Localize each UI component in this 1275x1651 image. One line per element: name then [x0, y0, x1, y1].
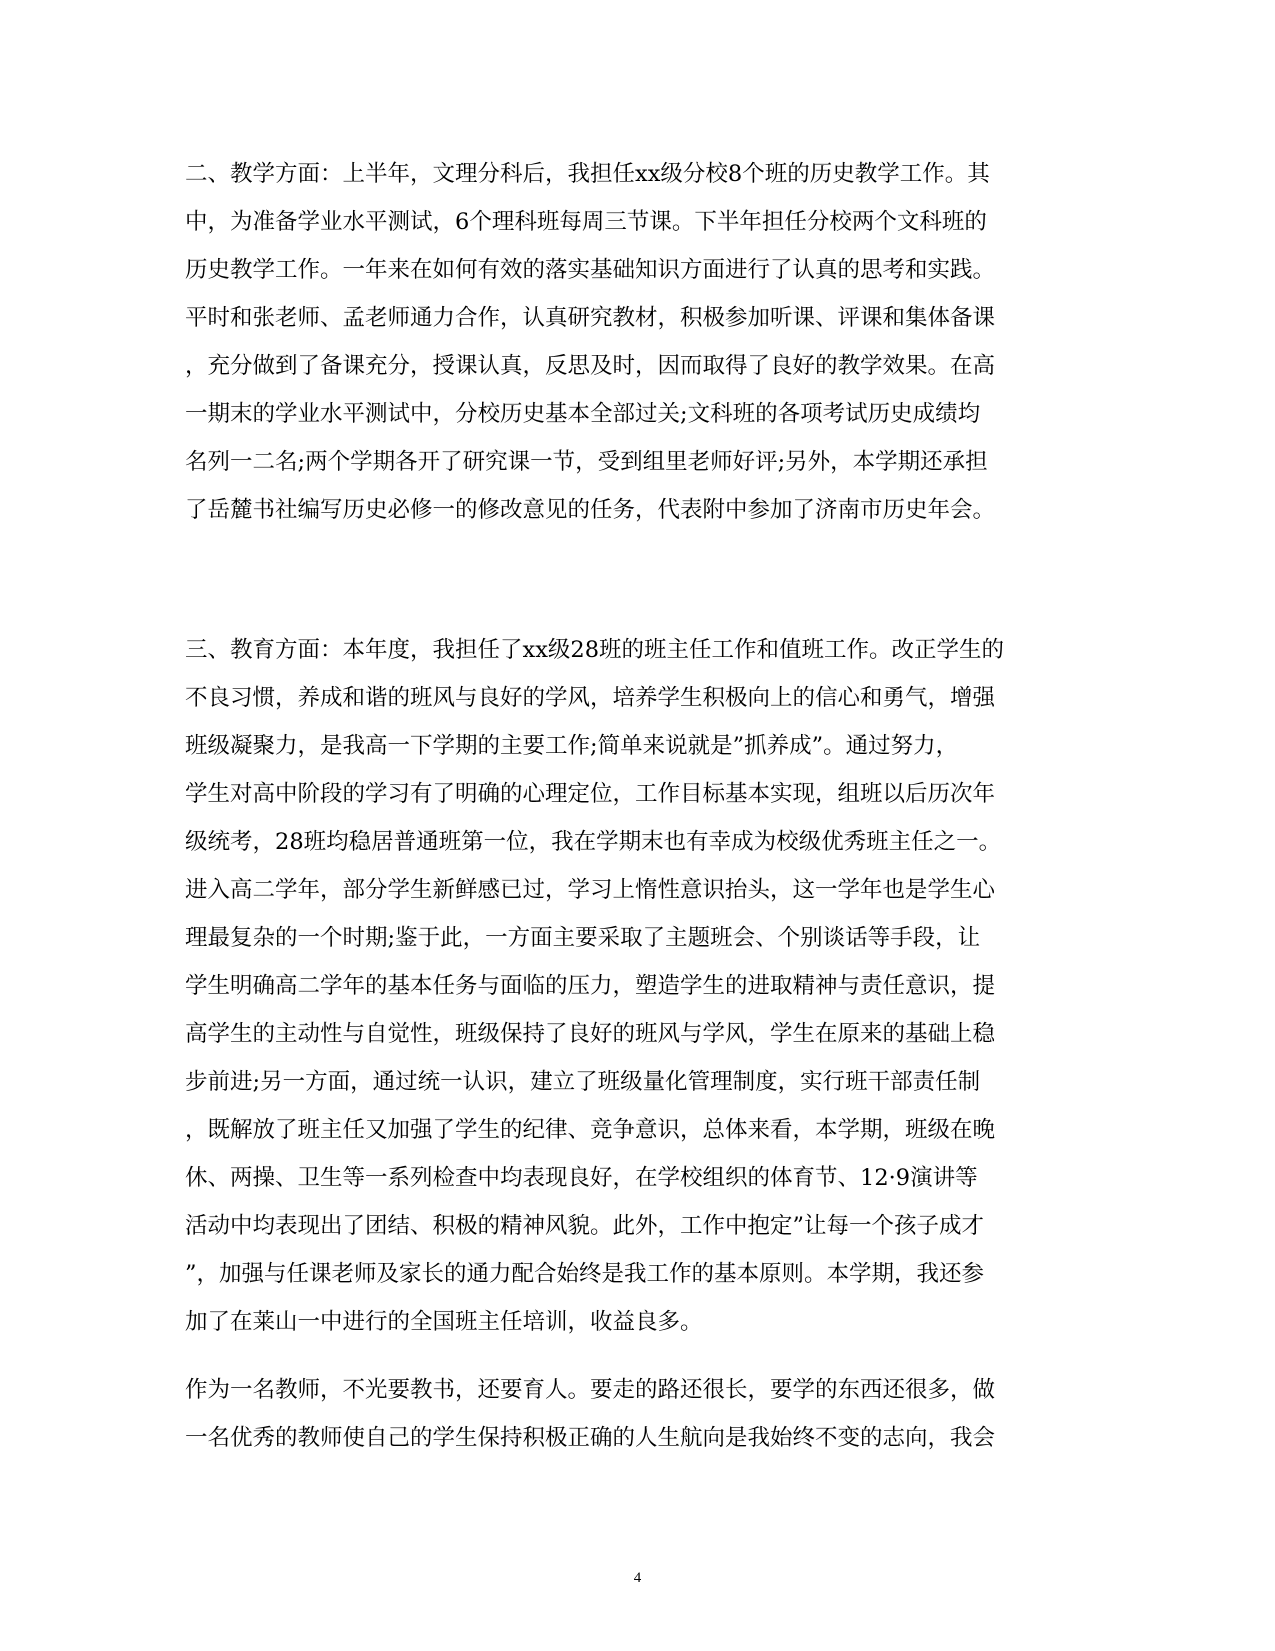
text-line: ，既解放了班主任又加强了学生的纪律、竞争意识，总体来看，本学期，班级在晚	[185, 1117, 996, 1143]
text-line: ，充分做到了备课充分，授课认真，反思及时，因而取得了良好的教学效果。在高	[185, 353, 996, 379]
text-line: ”，加强与任课老师及家长的通力配合始终是我工作的基本原则。本学期，我还参	[185, 1261, 985, 1287]
paragraph-teaching	[185, 150, 1090, 534]
text-line: 一名优秀的教师使自己的学生保持积极正确的人生航向是我始终不变的志向，我会	[185, 1425, 996, 1451]
text-line: 作为一名教师，不光要教书，还要育人。要走的路还很长，要学的东西还很多，做	[185, 1377, 996, 1403]
text-line: 活动中均表现出了团结、积极的精神风貌。此外，工作中抱定”让每一个孩子成才	[185, 1213, 985, 1239]
text-line: 了岳麓书社编写历史必修一的修改意见的任务，代表附中参加了济南市历史年会。	[185, 497, 996, 523]
text-line: 加了在莱山一中进行的全国班主任培训，收益良多。	[185, 1309, 703, 1335]
text-line: 一期末的学业水平测试中，分校历史基本全部过关;文科班的各项考试历史成绩均	[185, 401, 981, 427]
paragraph-education	[185, 626, 1090, 1346]
page-number: 4	[633, 1570, 642, 1586]
text-line: 学生对高中阶段的学习有了明确的心理定位，工作目标基本实现，组班以后历次年	[185, 781, 996, 807]
text-line: 理最复杂的一个时期;鉴于此，一方面主要采取了主题班会、个别谈话等手段，让	[185, 925, 981, 951]
text-line: 历史教学工作。一年来在如何有效的落实基础知识方面进行了认真的思考和实践。	[185, 257, 996, 283]
text-line: 二、教学方面：上半年，文理分科后，我担任xx级分校8个班的历史教学工作。其	[185, 161, 990, 187]
text-line: 班级凝聚力，是我高一下学期的主要工作;简单来说就是”抓养成”。通过努力，	[185, 733, 959, 759]
text-line: 不良习惯，养成和谐的班风与良好的学风，培养学生积极向上的信心和勇气，增强	[185, 685, 996, 711]
text-line: 步前进;另一方面，通过统一认识，建立了班级量化管理制度，实行班干部责任制	[185, 1069, 981, 1095]
text-line: 休、两操、卫生等一系列检查中均表现良好，在学校组织的体育节、12·9演讲等	[185, 1165, 978, 1191]
text-line: 平时和张老师、孟老师通力合作，认真研究教材，积极参加听课、评课和集体备课	[185, 305, 996, 331]
paragraph-conclusion	[185, 1366, 1090, 1462]
text-line: 进入高二学年，部分学生新鲜感已过，学习上惰性意识抬头，这一学年也是学生心	[185, 877, 996, 903]
text-line: 中，为准备学业水平测试，6个理科班每周三节课。下半年担任分校两个文科班的	[185, 209, 987, 235]
text-line: 级统考，28班均稳居普通班第一位，我在学期末也有幸成为校级优秀班主任之一。	[185, 829, 1002, 855]
text-line: 学生明确高二学年的基本任务与面临的压力，塑造学生的进取精神与责任意识，提	[185, 973, 996, 999]
text-line: 名列一二名;两个学期各开了研究课一节，受到组里老师好评;另外，本学期还承担	[185, 449, 988, 475]
text-line: 三、教育方面：本年度，我担任了xx级28班的班主任工作和值班工作。改正学生的	[185, 637, 1005, 663]
text-line: 高学生的主动性与自觉性，班级保持了良好的班风与学风，学生在原来的基础上稳	[185, 1021, 996, 1047]
